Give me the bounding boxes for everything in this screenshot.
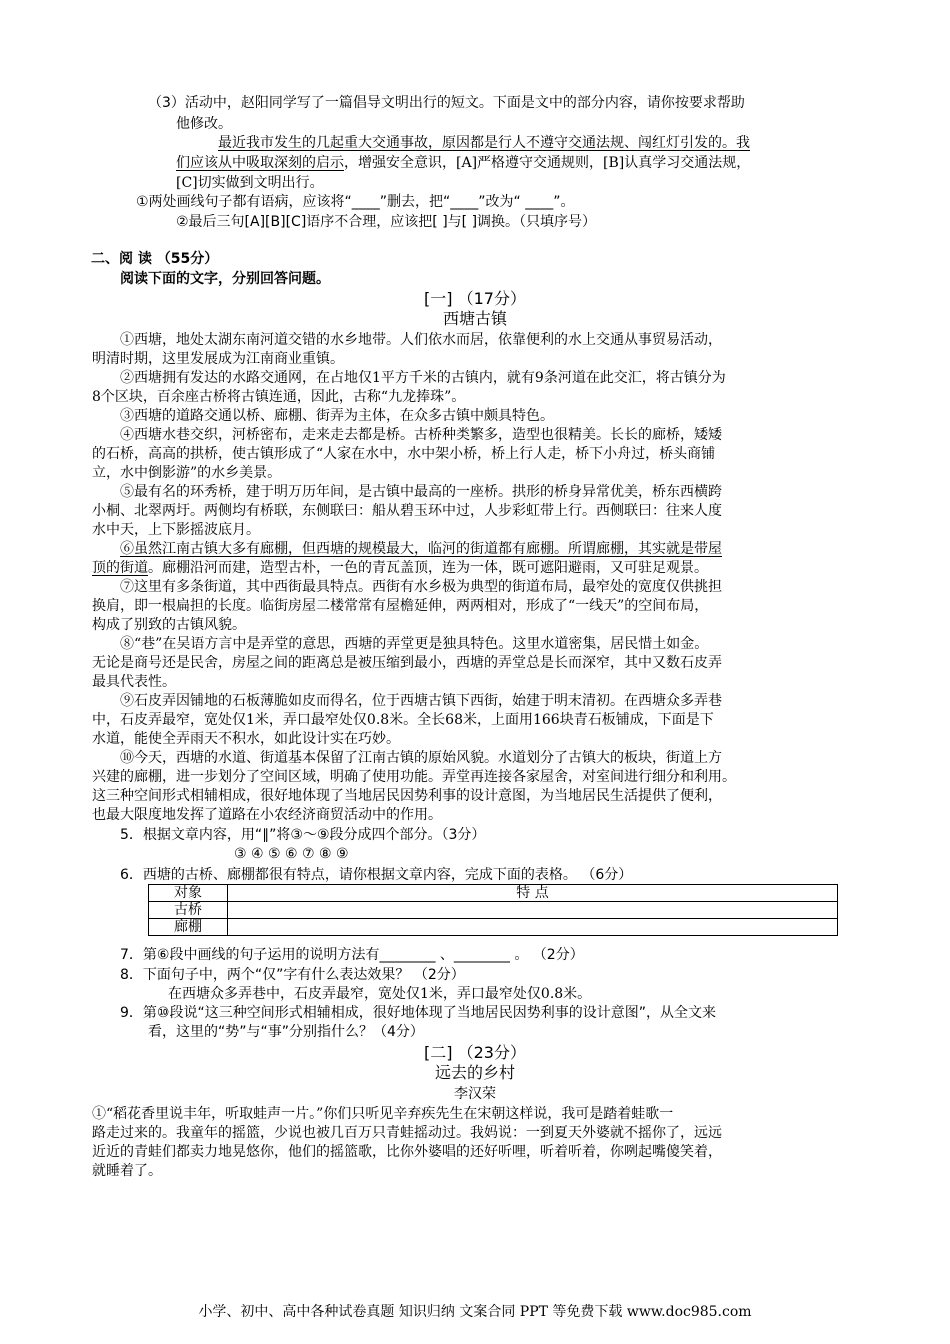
- question-6-table: [148, 884, 838, 936]
- part1-p6-line2: [92, 559, 708, 577]
- part1-line: 中，石皮弄最窄，宽处仅1米，弄口最窄处仅0.8米。全长68米，上面用166块青石板铺成，下面是下: [92, 712, 714, 728]
- part1-p6-underlined-2: 顶的街道: [92, 560, 148, 576]
- question-8-quote: 在西塘众多弄巷中，石皮弄最窄，宽处仅1米，弄口最窄处仅0.8米。: [168, 986, 592, 1002]
- part1-line: 最具代表性。: [92, 674, 176, 690]
- part1-header: [一] （17分）: [424, 289, 526, 308]
- part1-line: ②西塘拥有发达的水路交通网，在占地仅1平方千米的古镇内，就有9条河道在此交汇，将古镇分为: [120, 370, 726, 386]
- question-6: 6．西塘的古桥、廊棚都很有特点，请你根据文章内容，完成下面的表格。 （6分）: [120, 867, 633, 883]
- part1-line: 立，水中倒影游”的水乡美景。: [92, 465, 282, 481]
- part2-author: 李汉荣: [454, 1086, 496, 1102]
- table-answer-cell[interactable]: [228, 919, 838, 936]
- q3-subquestion-1: ①两处画线句子都有语病，应该将“____”删去，把“____”改为“ ____”。: [136, 194, 575, 210]
- part2-line: ①“稻花香里说丰年，听取蛙声一片。”你们只听见辛弃疾先生在宋朝这样说，我可是踏着蛙歌一: [92, 1106, 674, 1122]
- question-9-line2: 看，这里的“势”与“事”分别指什么？（4分）: [148, 1024, 424, 1040]
- part1-line: 兴建的廊棚，进一步划分了空间区域，明确了使用功能。弄堂再连接各家屋舍，对室间进行细分和利用。: [92, 769, 736, 785]
- part1-line: 的石桥，高高的拱桥，使古镇形成了“人家在水中，水中架小桥，桥上行人走，桥下小舟过，桥头商铺: [92, 446, 716, 462]
- q3-passage-rest-2: ，增强安全意识，[A]严格遵守交通规则，[B]认真学习交通法规，: [344, 155, 751, 171]
- table-row: [149, 885, 838, 902]
- question-5: 5．根据文章内容，用“∥”将③～⑨段分成四个部分。（3分）: [120, 827, 486, 843]
- footer-text: 小学、初中、高中各种试卷真题 知识归纳 文案合同 PPT 等免费下载 www.doc985.com: [198, 1304, 752, 1320]
- q3-passage-line2: [176, 154, 750, 172]
- q3-intro-line2: 他修改。: [176, 116, 232, 132]
- table-header-object: 对象: [149, 885, 228, 902]
- part1-line: ④西塘水巷交织，河桥密布，走来走去都是桥。古桥种类繁多，造型也很精美。长长的廊桥，矮矮: [120, 427, 722, 443]
- q3-passage-underlined-2: 们应该从中吸取深刻的启示: [176, 155, 344, 171]
- part1-line: 水中天，上下影摇波底月。: [92, 522, 260, 538]
- part1-line: 换肩，即一根扁担的长度。临街房屋二楼常常有屋檐延伸，两两相对，形成了“一线天”的空间布局，: [92, 598, 709, 614]
- question-8: 8．下面句子中，两个“仅”字有什么表达效果？ （2分）: [120, 967, 465, 983]
- q3-passage-underlined-1: 最近我市发生的几起重大交通事故，原因都是行人不遵守交通法规、闯红灯引发的。我: [218, 135, 750, 151]
- table-cell-corridor: 廊棚: [149, 919, 228, 936]
- part1-line: ①西塘，地处太湖东南河道交错的水乡地带。人们依水而居，依靠便利的水上交通从事贸易活动，: [120, 332, 722, 348]
- table-row: [149, 919, 838, 936]
- part1-title: 西塘古镇: [442, 309, 507, 328]
- q3-subquestion-2: ②最后三句[A][B][C]语序不合理，应该把[ ]与[ ]调换。（只填序号）: [176, 214, 597, 230]
- part1-line: ⑦这里有多条街道，其中西街最具特点。西街有水乡极为典型的街道布局，最窄处的宽度仅供挑担: [120, 579, 722, 595]
- part1-line: ⑨石皮弄因铺地的石板薄脆如皮而得名，位于西塘古镇下西街，始建于明末清初。在西塘众多弄巷: [120, 693, 722, 709]
- part1-line: ⑤最有名的环秀桥，建于明万历年间，是古镇中最高的一座桥。拱形的桥身异常优美，桥东西横跨: [120, 484, 722, 500]
- part1-line: ⑩今天，西塘的水道、街道基本保留了江南古镇的原始风貌。水道划分了古镇大的板块，街道上方: [120, 750, 722, 766]
- part1-p6-underlined: ⑥虽然江南古镇大多有廊棚，但西塘的规模最大，临河的街道都有廊棚。所谓廊棚，其实就是带屋: [120, 541, 722, 557]
- part1-line: 水道，能使全弄雨天不积水，如此设计实在巧妙。: [92, 731, 400, 747]
- part2-line: 就睡着了。: [92, 1163, 162, 1179]
- part1-line: 这三种空间形式相辅相成，很好地体现了当地居民因势利事的设计意图，为当地居民生活提供了便利，: [92, 788, 722, 804]
- q3-passage-line3: [C]切实做到文明出行。: [176, 175, 324, 191]
- part1-line: ⑧“巷”在吴语方言中是弄堂的意思，西塘的弄堂更是独具特色。这里水道密集，居民惜土如金。: [120, 636, 709, 652]
- part2-line: 路走过来的。我童年的摇篮，少说也被几百万只青蛙摇动过。我妈说：一到夏天外婆就不摇你了，远远: [92, 1125, 722, 1141]
- part1-p6-rest: 。廊棚沿河而建，造型古朴，一色的青瓦盖顶，连为一体，既可遮阳避雨，又可驻足观景。: [148, 560, 708, 576]
- part1-line: 构成了别致的古镇风貌。: [92, 617, 246, 633]
- question-7: 7．第⑥段中画线的句子运用的说明方法有________ 、________ 。 （2分）: [120, 947, 584, 963]
- section-heading: 二、阅 读 （55分）: [91, 251, 219, 267]
- part1-line: 也最大限度地发挥了道路在小农经济商贸活动中的作用。: [92, 807, 442, 823]
- table-cell-ancient-bridge: 古桥: [149, 902, 228, 919]
- part1-line: 小桐、北翠两圩。两侧均有桥联，东侧联曰：船从碧玉环中过，人步彩虹带上行。西侧联曰：往来人度: [92, 503, 722, 519]
- table-header-features: 特 点: [228, 885, 838, 902]
- question-9: 9．第⑩段说“这三种空间形式相辅相成，很好地体现了当地居民因势利事的设计意图”，从全文来: [120, 1005, 716, 1021]
- table-row: [149, 902, 838, 919]
- part2-title: 远去的乡村: [434, 1063, 515, 1082]
- q3-intro-line1: （3）活动中，赵阳同学写了一篇倡导文明出行的短文。下面是文中的部分内容，请你按要求帮助: [148, 95, 745, 111]
- part1-line: 明清时期，这里发展成为江南商业重镇。: [92, 351, 344, 367]
- part1-line: ③西塘的道路交通以桥、廊棚、街弄为主体，在众多古镇中颇具特色。: [120, 408, 554, 424]
- part1-line: 无论是商号还是民舍，房屋之间的距离总是被压缩到最小，西塘的弄堂总是长而深窄，其中又数石皮弄: [92, 655, 722, 671]
- table-answer-cell[interactable]: [228, 902, 838, 919]
- question-5-marks: ③ ④ ⑤ ⑥ ⑦ ⑧ ⑨: [234, 846, 349, 862]
- part2-header: [二] （23分）: [424, 1043, 526, 1062]
- part1-line: 8个区块，百余座古桥将古镇连通，因此，古称“九龙捧珠”。: [92, 389, 466, 405]
- part2-line: 近近的青蛙们都卖力地晃悠你，他们的摇篮歌，比你外婆唱的还好听哩，听着听着，你咧起嘴傻笑着，: [92, 1144, 722, 1160]
- section-instruction: 阅读下面的文字，分别回答问题。: [120, 271, 330, 287]
